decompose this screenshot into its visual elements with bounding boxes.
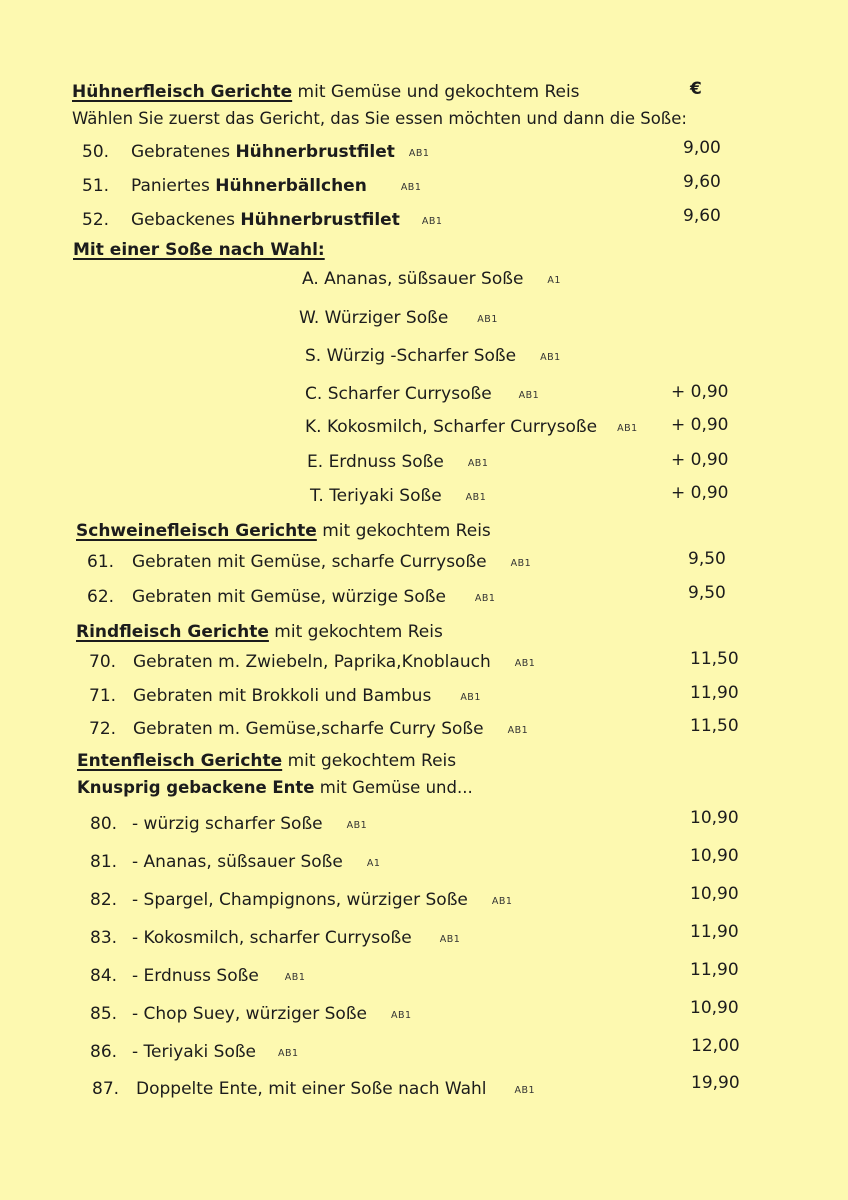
item-number: 82. xyxy=(90,890,118,910)
duck-section-title: Entenfleisch Gerichte xyxy=(77,751,283,771)
item-number: 72. xyxy=(89,719,117,739)
item-name-prefix: Paniertes xyxy=(131,176,216,196)
item-number: 50. xyxy=(82,142,110,162)
item-name-prefix: Gebratenes xyxy=(131,142,236,162)
duck-section-header xyxy=(77,751,456,771)
allergen-code: AB1 xyxy=(507,725,529,736)
allergen-code: AB1 xyxy=(518,390,540,401)
item-price: 10,90 xyxy=(690,998,739,1018)
allergen-code: AB1 xyxy=(514,1085,536,1096)
item-name: Doppelte Ente, mit einer Soße nach Wahl xyxy=(136,1079,487,1099)
item-price: 9,50 xyxy=(688,549,726,569)
allergen-code: AB1 xyxy=(391,1010,412,1021)
menu-item-86 xyxy=(90,1042,299,1062)
item-name: Gebraten m. Gemüse,scharfe Curry Soße xyxy=(133,719,484,739)
item-name: - würzig scharfer Soße xyxy=(132,814,323,834)
sauce-name: Teriyaki Soße xyxy=(329,486,442,506)
duck-subtitle-rest: mit Gemüse und... xyxy=(314,778,473,797)
menu-item-72 xyxy=(89,719,528,739)
item-price: 9,60 xyxy=(683,206,721,226)
menu-item-80 xyxy=(90,814,367,834)
sauce-surcharge: + 0,90 xyxy=(671,450,729,470)
chicken-section-title: Hühnerfleisch Gerichte xyxy=(72,82,293,102)
menu-item-85 xyxy=(90,1004,412,1024)
sauce-choice-title: Mit einer Soße nach Wahl: xyxy=(73,240,325,260)
sauce-letter: S. xyxy=(305,346,322,366)
menu-item-61 xyxy=(87,552,531,572)
menu-item-82 xyxy=(90,890,512,910)
sauce-option-k xyxy=(305,417,638,437)
sauce-surcharge: + 0,90 xyxy=(671,382,729,402)
item-name: - Ananas, süßsauer Soße xyxy=(132,852,343,872)
sauce-option-w xyxy=(299,308,498,328)
item-price: 9,00 xyxy=(683,138,721,158)
sauce-name: Erdnuss Soße xyxy=(328,452,444,472)
beef-section-title: Rindfleisch Gerichte xyxy=(76,622,269,642)
sauce-name: Scharfer Currysoße xyxy=(327,384,492,404)
menu-item-87 xyxy=(92,1079,535,1099)
pork-section-header xyxy=(76,521,491,541)
item-price: 9,60 xyxy=(683,172,721,192)
chicken-instruction: Wählen Sie zuerst das Gericht, das Sie essen möchten und dann die Soße: xyxy=(72,109,687,128)
allergen-code: A1 xyxy=(547,275,561,286)
allergen-code: AB1 xyxy=(465,492,487,503)
sauce-choice-header xyxy=(73,240,325,260)
sauce-letter: W. xyxy=(299,308,320,328)
allergen-code: AB1 xyxy=(474,593,496,604)
sauce-name: Würzig -Scharfer Soße xyxy=(326,346,517,366)
item-name-prefix: Gebackenes xyxy=(131,210,241,230)
allergen-code: AB1 xyxy=(477,314,498,325)
allergen-code: AB1 xyxy=(284,972,306,983)
allergen-code: AB1 xyxy=(617,423,638,434)
item-number: 80. xyxy=(90,814,118,834)
sauce-letter: E. xyxy=(307,452,324,472)
item-name-bold: Hühnerbrustfilet xyxy=(235,142,395,162)
sauce-surcharge: + 0,90 xyxy=(671,483,729,503)
item-name: Gebraten mit Brokkoli und Bambus xyxy=(133,686,432,706)
item-number: 51. xyxy=(82,176,110,196)
item-price: 19,90 xyxy=(691,1073,740,1093)
sauce-surcharge: + 0,90 xyxy=(671,415,729,435)
item-name-bold: Hühnerbällchen xyxy=(215,176,367,196)
menu-item-51 xyxy=(82,176,421,196)
sauce-letter: T. xyxy=(310,486,324,506)
item-number: 85. xyxy=(90,1004,118,1024)
item-number: 70. xyxy=(89,652,117,672)
item-number: 87. xyxy=(92,1079,120,1099)
sauce-option-e xyxy=(307,452,488,472)
allergen-code: AB1 xyxy=(540,352,561,363)
sauce-name: Kokosmilch, Scharfer Currysoße xyxy=(326,417,598,437)
item-name: - Teriyaki Soße xyxy=(132,1042,257,1062)
item-number: 86. xyxy=(90,1042,118,1062)
sauce-option-s xyxy=(305,346,561,366)
pork-section-subtitle: mit gekochtem Reis xyxy=(316,521,491,541)
item-name: - Spargel, Champignons, würziger Soße xyxy=(132,890,468,910)
item-price: 12,00 xyxy=(691,1036,740,1056)
menu-item-81 xyxy=(90,852,380,872)
sauce-letter: K. xyxy=(305,417,322,437)
menu-item-52 xyxy=(82,210,442,230)
sauce-name: Ananas, süßsauer Soße xyxy=(324,269,524,289)
beef-section-header xyxy=(76,622,443,642)
sauce-letter: A. xyxy=(302,269,319,289)
item-number: 62. xyxy=(87,587,115,607)
item-name: - Kokosmilch, scharfer Currysoße xyxy=(132,928,412,948)
item-price: 11,90 xyxy=(690,960,739,980)
duck-section-subtitle: mit gekochtem Reis xyxy=(282,751,457,771)
allergen-code: AB1 xyxy=(491,896,513,907)
menu-item-70 xyxy=(89,652,535,672)
item-name: - Chop Suey, würziger Soße xyxy=(132,1004,367,1024)
allergen-code: AB1 xyxy=(439,934,461,945)
allergen-code: AB1 xyxy=(346,820,368,831)
allergen-code: AB1 xyxy=(467,458,489,469)
allergen-code: AB1 xyxy=(510,558,532,569)
duck-subtitle-bold: Knusprig gebackene Ente xyxy=(77,778,315,797)
allergen-code: AB1 xyxy=(421,216,443,227)
allergen-code: AB1 xyxy=(400,182,422,193)
item-price: 11,50 xyxy=(690,649,739,669)
item-number: 52. xyxy=(82,210,110,230)
item-name: Gebraten mit Gemüse, scharfe Currysoße xyxy=(132,552,487,572)
item-price: 9,50 xyxy=(688,583,726,603)
allergen-code: AB1 xyxy=(408,148,430,159)
chicken-section-subtitle: mit Gemüse und gekochtem Reis xyxy=(292,82,580,102)
menu-item-62 xyxy=(87,587,495,607)
sauce-name: Würziger Soße xyxy=(324,308,449,328)
item-number: 84. xyxy=(90,966,118,986)
chicken-section-header xyxy=(72,82,580,102)
item-price: 10,90 xyxy=(690,884,739,904)
item-name: - Erdnuss Soße xyxy=(132,966,259,986)
sauce-option-c xyxy=(305,384,539,404)
item-number: 71. xyxy=(89,686,117,706)
currency-symbol: € xyxy=(690,79,702,99)
allergen-code: AB1 xyxy=(278,1048,299,1059)
menu-item-83 xyxy=(90,928,460,948)
item-number: 61. xyxy=(87,552,115,572)
allergen-code: A1 xyxy=(366,858,381,869)
menu-item-50 xyxy=(82,142,429,162)
menu-item-71 xyxy=(89,686,481,706)
sauce-letter: C. xyxy=(305,384,323,404)
pork-section-title: Schweinefleisch Gerichte xyxy=(76,521,317,541)
allergen-code: AB1 xyxy=(514,658,536,669)
duck-subtitle xyxy=(77,778,473,797)
item-name: Gebraten m. Zwiebeln, Paprika,Knoblauch xyxy=(133,652,491,672)
beef-section-subtitle: mit gekochtem Reis xyxy=(268,622,443,642)
sauce-option-a xyxy=(302,269,561,289)
item-price: 11,50 xyxy=(690,716,739,736)
item-price: 10,90 xyxy=(690,846,739,866)
menu-item-84 xyxy=(90,966,305,986)
allergen-code: AB1 xyxy=(460,692,481,703)
item-price: 11,90 xyxy=(690,922,739,942)
item-number: 81. xyxy=(90,852,118,872)
item-price: 11,90 xyxy=(690,683,739,703)
sauce-option-t xyxy=(310,486,486,506)
item-name: Gebraten mit Gemüse, würzige Soße xyxy=(132,587,446,607)
item-number: 83. xyxy=(90,928,118,948)
item-name-bold: Hühnerbrustfilet xyxy=(240,210,400,230)
item-price: 10,90 xyxy=(690,808,739,828)
